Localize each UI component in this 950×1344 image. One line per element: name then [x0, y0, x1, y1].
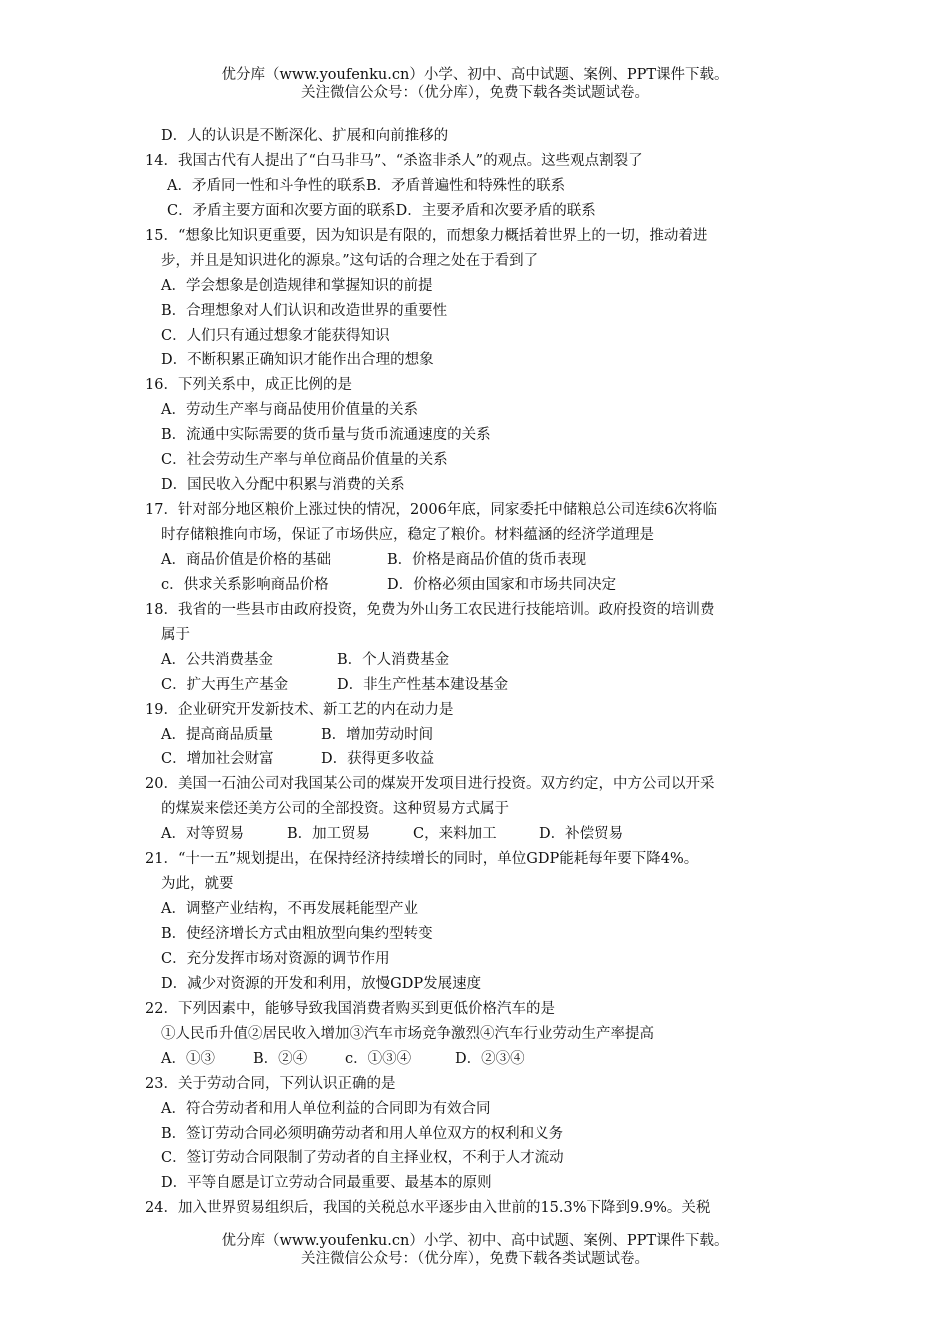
option-22d: D．②③④: [455, 1050, 525, 1067]
question-24: 24．加入世界贸易组织后，我国的关税总水平逐步由入世前的15.3%下降到9.9%。关税: [145, 1200, 711, 1217]
question-22-statements: ①人民币升值②居民收入增加③汽车市场竞争激烈④汽车行业劳动生产率提高: [161, 1025, 654, 1042]
question-18: 18．我省的一些县市由政府投资，免费为外山务工农民进行技能培训。政府投资的培训费: [145, 601, 715, 618]
options-19-cd: [145, 747, 815, 772]
option-15d: D．不断积累正确知识才能作出合理的想象: [161, 352, 434, 369]
option-19b: B．增加劳动时间: [321, 726, 434, 743]
option-23c: C．签订劳动合同限制了劳动者的自主择业权，不利于人才流动: [161, 1150, 564, 1167]
question-21: 21．“十一五”规划提出，在保持经济持续增长的同时，单位GDP能耗每年要下降4%。: [145, 851, 699, 868]
option-14b: B．矛盾普遍性和特殊性的联系: [365, 177, 566, 194]
option-19a: A．提高商品质量: [161, 726, 273, 743]
question-15-cont: 步，并且是知识进化的源泉。”这句话的合理之处在于看到了: [161, 252, 539, 269]
option-17b: B．价格是商品价值的货币表现: [387, 551, 587, 568]
options-17-cd: [145, 573, 815, 598]
option-21c: C．充分发挥市场对资源的调节作用: [161, 950, 390, 967]
option-22a: A．①③: [161, 1050, 215, 1067]
page-footer: [0, 1232, 950, 1268]
option-16b: B．流通中实际需要的货币量与货币流通速度的关系: [161, 427, 491, 444]
option-17a: A．商品价值是价格的基础: [161, 551, 331, 568]
options-19-ab: [145, 723, 815, 748]
option-20a: A．对等贸易: [161, 826, 244, 843]
option-18a: A．公共消费基金: [161, 651, 273, 668]
options-14-cd: [145, 199, 815, 224]
option-line: D．人的认识是不断深化、扩展和向前推移的: [161, 128, 449, 144]
options-22: [145, 1047, 815, 1072]
option-15a: A．学会想象是创造规律和掌握知识的前提: [161, 277, 433, 294]
option-21a: A．调整产业结构，不再发展耗能型产业: [161, 901, 418, 918]
question-20: 20．美国一石油公司对我国某公司的煤炭开发项目进行投资。双方约定，中方公司以开采: [145, 776, 715, 793]
option-16d: D．国民收入分配中积累与消费的关系: [161, 477, 405, 494]
option-14c: C．矛盾主要方面和次要方面的联系: [167, 202, 396, 219]
option-19c: C．增加社会财富: [161, 751, 274, 768]
option-21d: D．减少对资源的开发和利用，放慢GDP发展速度: [161, 975, 482, 992]
options-14-ab: [145, 174, 815, 199]
option-18c: C．扩大再生产基金: [161, 676, 289, 693]
footer-line-2: 关注微信公众号：（优分库），免费下载各类试题试卷。: [301, 1251, 649, 1267]
option-20c: C，来料加工: [413, 826, 497, 843]
option-14a: A．矛盾同一性和斗争性的联系: [167, 177, 366, 194]
option-16a: A．劳动生产率与商品使用价值量的关系: [161, 402, 418, 419]
option-14d: D．主要矛盾和次要矛盾的联系: [395, 202, 596, 219]
option-20d: D．补偿贸易: [539, 826, 624, 843]
question-17-cont: 时存储粮推向市场，保证了市场供应，稳定了粮价。材料蕴涵的经济学道理是: [161, 527, 654, 543]
question-20-cont: 的煤炭来偿还美方公司的全部投资。这种贸易方式属于: [161, 801, 509, 818]
question-22: 22．下列因素中，能够导致我国消费者购买到更低价格汽车的是: [145, 1000, 555, 1017]
option-17c: c．供求关系影响商品价格: [161, 576, 329, 593]
question-18-cont: 属于: [161, 626, 190, 643]
options-18-cd: [145, 673, 815, 698]
options-17-ab: [145, 548, 815, 573]
option-16c: C．社会劳动生产率与单位商品价值量的关系: [161, 452, 448, 469]
question-21-cont: 为此，就要: [161, 876, 234, 893]
option-23a: A．符合劳动者和用人单位利益的合同即为有效合同: [161, 1100, 491, 1117]
option-21b: B．使经济增长方式由粗放型向集约型转变: [161, 926, 433, 942]
option-17d: D．价格必须由国家和市场共同决定: [387, 576, 617, 593]
page-header: [0, 66, 950, 102]
option-22c: c．①③④: [345, 1050, 412, 1067]
question-17: 17．针对部分地区粮价上涨过快的情况，2006年底，同家委托中储粮总公司连续6次将临: [145, 502, 718, 519]
document-body: [145, 124, 815, 1221]
option-15b: B．合理想象对人们认识和改造世界的重要性: [161, 302, 448, 319]
question-16: 16．下列关系中，成正比例的是: [145, 377, 352, 394]
header-line-1: 优分库（www.youfenku.cn）小学、初中、高中试题、案例、PPT课件下载。: [221, 67, 729, 83]
header-line-2: 关注微信公众号：（优分库），免费下载各类试题试卷。: [301, 85, 649, 101]
option-22b: B．②④: [253, 1050, 308, 1067]
options-18-ab: [145, 648, 815, 673]
option-23d: D．平等自愿是订立劳动合同最重要、最基本的原则: [161, 1175, 492, 1192]
option-19d: D．获得更多收益: [321, 751, 435, 768]
option-20b: B．加工贸易: [287, 826, 371, 843]
options-20: [145, 822, 815, 847]
question-14: 14．我国古代有人提出了“白马非马”、“杀盗非杀人”的观点。这些观点割裂了: [145, 152, 643, 169]
footer-line-1: 优分库（www.youfenku.cn）小学、初中、高中试题、案例、PPT课件下载。: [221, 1233, 729, 1249]
option-15c: C．人们只有通过想象才能获得知识: [161, 327, 390, 344]
question-23: 23．关于劳动合同，下列认识正确的是: [145, 1075, 396, 1092]
option-18d: D．非生产性基本建设基金: [337, 676, 509, 693]
option-23b: B．签订劳动合同必须明确劳动者和用人单位双方的权利和义务: [161, 1125, 564, 1142]
option-18b: B．个人消费基金: [337, 651, 450, 668]
question-19: 19．企业研究开发新技术、新工艺的内在动力是: [145, 701, 454, 718]
question-15: 15．“想象比知识更重要，因为知识是有限的，而想象力概括着世界上的一切，推动着进: [145, 227, 708, 244]
